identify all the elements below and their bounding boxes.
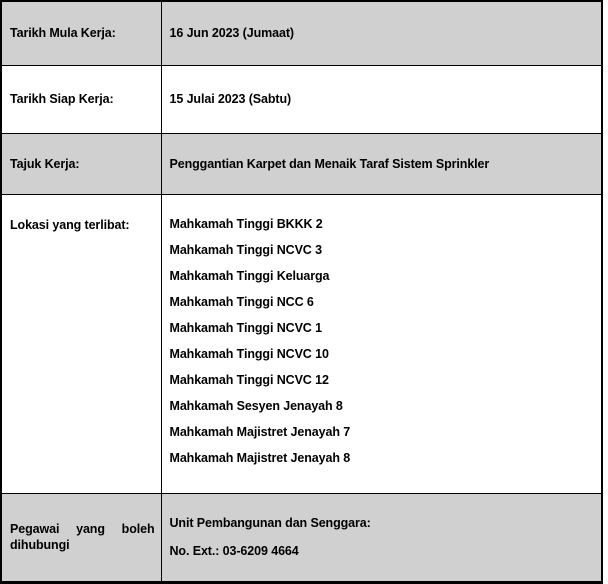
- locations-value-cell: [161, 194, 602, 493]
- locations-label: Lokasi yang terlibat:: [10, 217, 130, 232]
- start-date-value: 16 Jun 2023 (Jumaat): [169, 26, 294, 41]
- start-date-label-cell: [1, 1, 161, 65]
- start-date-label: Tarikh Mula Kerja:: [10, 26, 116, 41]
- work-title-value-cell: [161, 133, 602, 194]
- table-row-contact-officer: [1, 493, 602, 582]
- end-date-value: 15 Julai 2023 (Sabtu): [169, 92, 292, 106]
- table-row-end-date: [1, 65, 602, 133]
- work-title-label-cell: [1, 133, 161, 194]
- contact-officer-value-cell: [161, 493, 602, 582]
- end-date-label: Tarikh Siap Kerja:: [10, 92, 114, 106]
- location-item: Mahkamah Tinggi NCVC 12: [169, 372, 329, 387]
- location-item: Mahkamah Majistret Jenayah 7: [169, 424, 351, 439]
- locations-label-cell: [1, 194, 161, 493]
- table-row-work-title: [1, 133, 602, 194]
- location-item: Mahkamah Tinggi Keluarga: [169, 268, 330, 283]
- end-date-value-cell: [161, 65, 602, 133]
- location-item: Mahkamah Tinggi NCVC 1: [169, 320, 322, 335]
- contact-unit-line: Unit Pembangunan dan Senggara:: [169, 516, 371, 530]
- contact-officer-label-cell: [1, 493, 161, 582]
- location-item: Mahkamah Sesyen Jenayah 8: [169, 398, 343, 413]
- table-row-locations: [1, 194, 602, 493]
- location-item: Mahkamah Tinggi BKKK 2: [169, 216, 323, 231]
- work-title-value: Penggantian Karpet dan Menaik Taraf Sistem Sprinkler: [169, 156, 490, 171]
- start-date-value-cell: [161, 1, 602, 65]
- contact-ext-line: No. Ext.: 03-6209 4664: [169, 544, 299, 558]
- contact-officer-label: Pegawai yang boleh dihubungi: [10, 522, 155, 552]
- location-item: Mahkamah Tinggi NCVC 3: [169, 242, 322, 257]
- location-item: Mahkamah Tinggi NCC 6: [169, 294, 314, 309]
- table-row-start-date: [1, 1, 602, 65]
- end-date-label-cell: [1, 65, 161, 133]
- location-item: Mahkamah Tinggi NCVC 10: [169, 346, 329, 361]
- location-item: Mahkamah Majistret Jenayah 8: [169, 450, 351, 465]
- work-title-label: Tajuk Kerja:: [10, 156, 80, 171]
